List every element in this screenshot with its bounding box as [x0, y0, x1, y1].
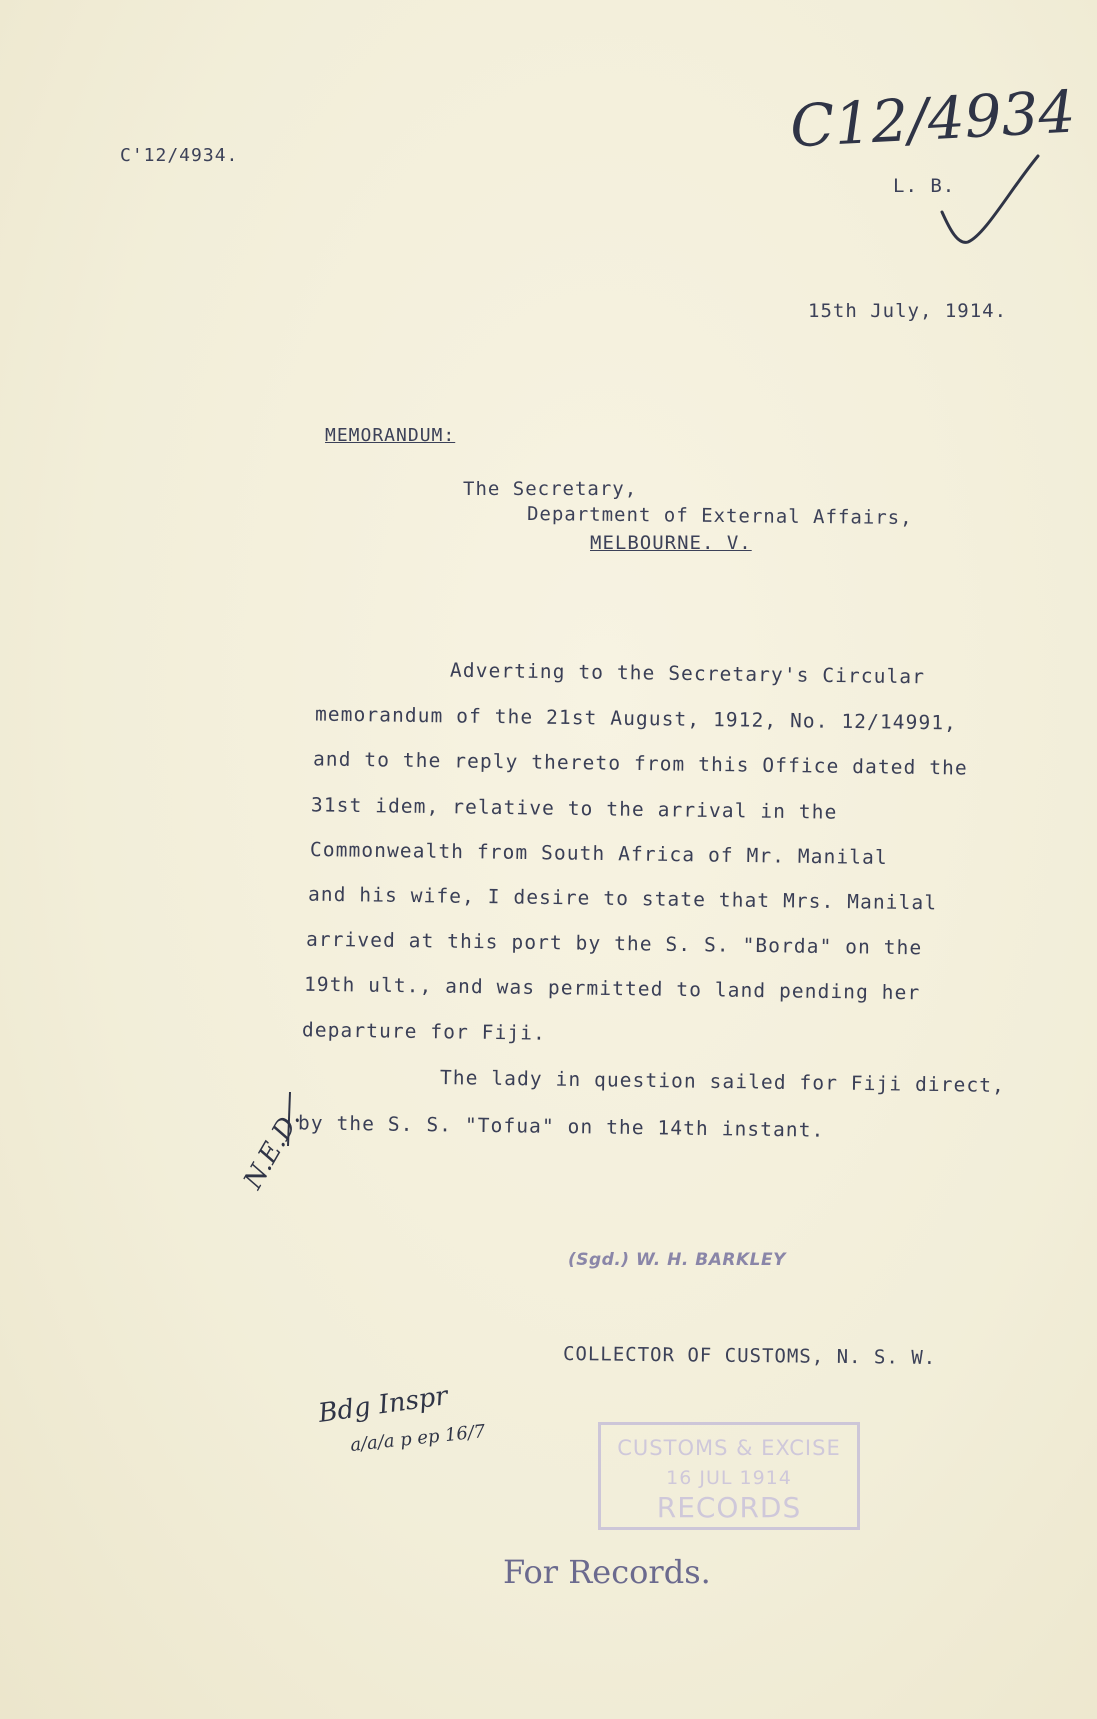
addressee-line-2: Department of External Affairs, — [526, 502, 913, 530]
body-line: and his wife, I desire to state that Mrs. Manilal — [307, 882, 938, 915]
typed-reference: C'12/4934. — [120, 145, 239, 166]
body-line: The lady in question sailed for Fiji direct, — [439, 1066, 1006, 1097]
body-line: memorandum of the 21st August, 1912, No. 12/14991, — [314, 702, 958, 735]
signatory-title: COLLECTOR OF CUSTOMS, N. S. W. — [562, 1343, 937, 1369]
signature-stamp: (Sgd.) W. H. BARKLEY — [568, 1250, 786, 1270]
document-date: 15th July, 1914. — [808, 300, 1008, 322]
lb-mark: L. B. — [893, 175, 956, 197]
check-mark-icon — [940, 150, 1040, 260]
handwritten-note-line-2: a/a/a p ep 16/7 — [349, 1420, 487, 1457]
records-stamp-line-1: CUSTOMS & EXCISE — [617, 1436, 841, 1460]
records-stamp-line-3: RECORDS — [656, 1491, 802, 1524]
body-line: 31st idem, relative to the arrival in the — [310, 793, 838, 824]
margin-initials: N.E.D. — [238, 1105, 307, 1195]
addressee-line-3: MELBOURNE. V. — [590, 532, 752, 554]
body-line: by the S. S. "Tofua" on the 14th instant. — [297, 1111, 825, 1142]
body-line: Commonwealth from South Africa of Mr. Manilal — [309, 837, 888, 870]
margin-bracket-mark — [280, 1090, 300, 1150]
body-line: and to the reply thereto from this Office dated the — [312, 747, 968, 780]
body-line: 19th ult., and was permitted to land pending her — [303, 972, 921, 1005]
records-stamp — [598, 1422, 860, 1530]
addressee-line-1: The Secretary, — [463, 478, 638, 500]
body-line: arrived at this port by the S. S. "Borda" on the — [305, 927, 923, 960]
for-records-stamp: For Records. — [503, 1553, 711, 1591]
body-line: Adverting to the Secretary's Circular — [449, 658, 926, 689]
handwritten-reference: C12/4934 — [788, 77, 1077, 161]
body-line: departure for Fiji. — [301, 1018, 547, 1045]
records-stamp-line-2: 16 JUL 1914 — [666, 1467, 792, 1489]
handwritten-note-line-1: Bdg Inspr — [316, 1381, 450, 1429]
memo-heading: MEMORANDUM: — [325, 425, 456, 446]
